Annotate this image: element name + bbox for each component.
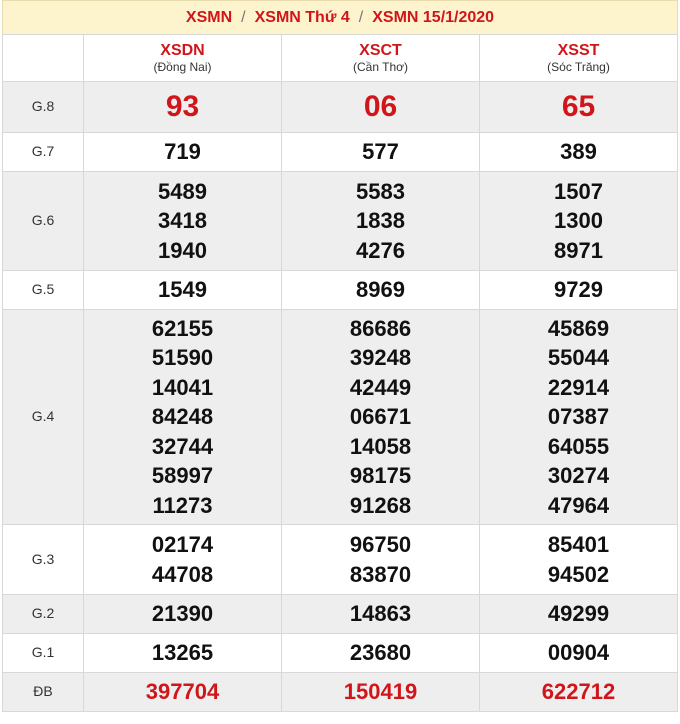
breadcrumb-xsmn[interactable]: XSMN [185,8,233,26]
prize-number: 21390 [151,601,214,627]
prize-number: 1300 [554,208,603,234]
prize-cell [480,133,678,172]
province-header-st [480,35,678,82]
prize-row-g4 [3,310,678,525]
prize-cell [84,133,282,172]
prize-row-special [3,673,678,712]
prize-cell [282,172,480,271]
prize-number: 42449 [349,374,412,400]
prize-number: 45869 [547,315,610,341]
prize-number: 3418 [158,208,207,234]
prize-cell [480,310,678,525]
prize-number: 58997 [151,463,214,489]
prize-number: 85401 [547,532,610,557]
prize-cell [282,634,480,673]
prize-cell [84,271,282,310]
prize-label-text: G.4 [31,408,55,424]
prize-number: 51590 [151,345,214,371]
prize-number: 8969 [356,277,405,303]
breadcrumb [2,0,678,34]
prize-number: 94502 [547,561,610,587]
header-empty-cell [3,35,84,82]
results-table [2,34,678,712]
prize-label-text: G.6 [31,212,55,228]
special-prize-number: 622712 [541,679,616,704]
prize-cell [84,82,282,133]
prize-cell [84,634,282,673]
prize-number: 5583 [356,178,405,204]
prize-number: 5489 [158,178,207,204]
province-code-link[interactable]: XSST [557,41,600,59]
prize-cell [282,133,480,172]
prize-cell [282,525,480,595]
prize-number: 577 [362,139,399,165]
prize-number: 14058 [349,433,412,459]
prize-label-text: G.8 [31,98,55,114]
prize-number: 86686 [349,315,412,341]
prize-number: 22914 [547,374,610,400]
prize-number: 02174 [151,532,214,557]
prize-cell [480,673,678,712]
breadcrumb-xsmn-date[interactable]: XSMN 15/1/2020 [372,8,495,26]
special-prize-number: 397704 [145,679,220,704]
province-code-link[interactable]: XSCT [359,41,402,59]
prize-cell [480,172,678,271]
prize-number: 14041 [151,374,214,400]
prize-row-g6 [3,172,678,271]
prize-cell [84,673,282,712]
prize-number: 9729 [554,277,603,303]
prize-number: 06671 [349,404,412,430]
prize-cell [84,525,282,595]
prize-label-text: G.2 [31,605,55,621]
prize-number: 13265 [151,640,214,666]
province-header-dn [84,35,282,82]
prize-label [3,172,84,271]
province-name: (Cần Thơ) [353,59,408,74]
prize-label [3,133,84,172]
prize-row-g5 [3,271,678,310]
prize-row-g8 [3,82,678,133]
prize-number: 55044 [547,345,610,371]
breadcrumb-separator: / [358,8,364,26]
prize-number: 47964 [547,492,610,518]
prize-number: 30274 [547,463,610,489]
prize-cell [480,595,678,634]
prize-cell [84,595,282,634]
prize-number: 91268 [349,492,412,518]
prize-number: 98175 [349,463,412,489]
prize-number: 64055 [547,433,610,459]
prize-number: 49299 [547,601,610,627]
prize-number: 83870 [349,561,412,587]
province-name: (Đồng Nai) [153,59,212,74]
prize-cell [282,271,480,310]
prize-number: 84248 [151,404,214,430]
results-panel [2,0,678,724]
prize-number: 8971 [554,237,603,263]
prize-label [3,271,84,310]
prize-label [3,82,84,133]
prize-number: 389 [560,139,597,165]
prize-label [3,634,84,673]
prize-number: 07387 [547,404,610,430]
province-name: (Sóc Trăng) [547,59,610,74]
prize-cell [282,82,480,133]
prize-number: 1507 [554,178,603,204]
prize-cell [84,172,282,271]
prize-label [3,310,84,525]
breadcrumb-xsmn-thu4[interactable]: XSMN Thứ 4 [254,8,350,26]
prize-cell [282,310,480,525]
prize-label-text: G.1 [31,644,55,660]
prize-number: 4276 [356,237,405,263]
prize-row-g2 [3,595,678,634]
prize-number: 14863 [349,601,412,627]
prize-number: 62155 [151,315,214,341]
header-row [3,35,678,82]
prize-row-g1 [3,634,678,673]
prize-label [3,673,84,712]
prize-label-text: G.5 [31,281,55,297]
prize-label [3,595,84,634]
breadcrumb-separator: / [241,8,246,26]
prize-cell [480,82,678,133]
prize-cell [84,310,282,525]
prize-cell [480,525,678,595]
prize-number: 1940 [158,237,207,263]
prize-number: 1549 [158,277,207,303]
prize-number: 39248 [349,345,412,371]
special-prize-number: 150419 [343,679,418,704]
prize-number: 44708 [151,561,214,587]
prize-number: 65 [561,90,596,123]
prize-number: 93 [165,90,200,123]
prize-cell [480,634,678,673]
prize-number: 06 [363,90,398,123]
prize-cell [282,595,480,634]
prize-number: 32744 [151,433,214,459]
prize-number: 00904 [547,640,610,666]
prize-number: 23680 [349,640,412,666]
prize-label [3,525,84,595]
prize-cell [282,673,480,712]
prize-row-g7 [3,133,678,172]
prize-number: 719 [164,139,201,165]
prize-number: 96750 [349,532,412,557]
province-code-link[interactable]: XSDN [160,41,205,59]
prize-number: 1838 [356,208,405,234]
prize-cell [480,271,678,310]
prize-label-text: G.3 [31,550,55,567]
prize-label-text: ĐB [33,683,53,699]
prize-label-text: G.7 [31,143,55,159]
prize-number: 11273 [152,492,213,518]
prize-row-g3 [3,525,678,595]
province-header-ct [282,35,480,82]
